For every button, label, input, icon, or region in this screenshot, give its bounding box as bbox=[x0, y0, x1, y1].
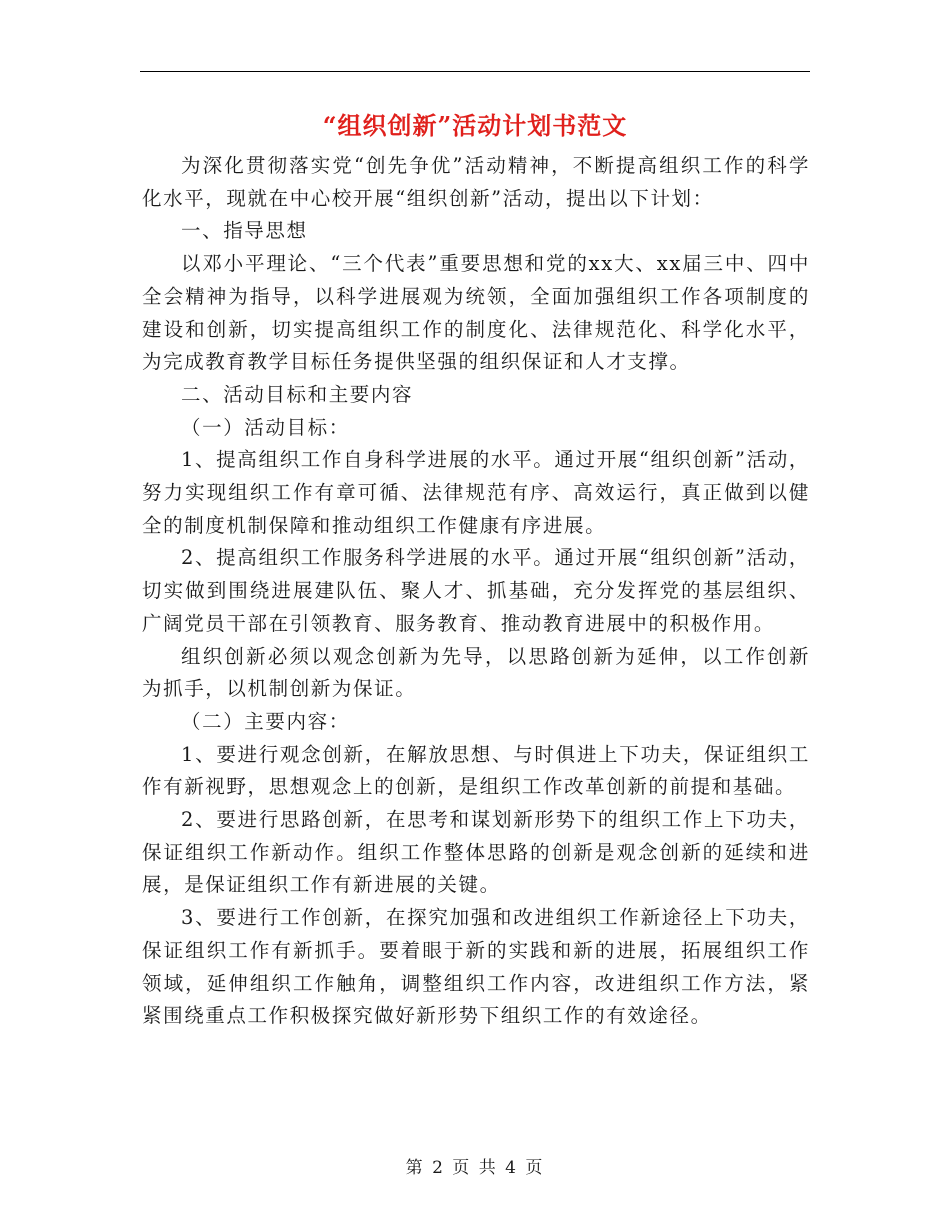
paragraph-intro: 为深化贯彻落实党“创先争优”活动精神，不断提高组织工作的科学化水平，现就在中心校开展“组织创新”活动，提出以下计划： bbox=[142, 154, 810, 210]
document-title: “组织创新”活动计划书范文 bbox=[322, 111, 628, 140]
paragraph-content-3: 3、要进行工作创新，在探究加强和改进组织工作新途径上下功夫，保证组织工作有新抓手。要着眼于新的实践和新的进展，拓展组织工作领域，延伸组织工作触角，调整组织工作内容，改进组织工作方法，紧紧围绕重点工作积极探究做好新形势下组织工作的有效途径。 bbox=[142, 906, 810, 1028]
section-heading-goals-content: 二、活动目标和主要内容 bbox=[181, 382, 414, 406]
header-rule bbox=[140, 71, 810, 72]
paragraph-guiding-thought: 以邓小平理论、“三个代表”重要思想和党的xx大、xx届三中、四中全会精神为指导，以科学进展观为统领，全面加强组织工作各项制度的建设和创新，切实提高组织工作的制度化、法律规范化、科学化水平，为完成教育教学目标任务提供坚强的组织保证和人才支撑。 bbox=[142, 252, 810, 374]
paragraph-content-2: 2、要进行思路创新，在思考和谋划新形势下的组织工作上下功夫，保证组织工作新动作。组织工作整体思路的创新是观念创新的延续和进展，是保证组织工作有新进展的关键。 bbox=[142, 808, 810, 897]
subheading-goals: （一）活动目标： bbox=[181, 415, 350, 439]
subheading-main-content: （二）主要内容： bbox=[181, 709, 350, 733]
document-body bbox=[142, 150, 810, 1033]
paragraph-content-1: 1、要进行观念创新，在解放思想、与时俱进上下功夫，保证组织工作有新视野，思想观念上的创新，是组织工作改革创新的前提和基础。 bbox=[142, 742, 810, 799]
page-number-footer: 第 2 页 共 4 页 bbox=[405, 1158, 545, 1178]
paragraph-goal-2: 2、提高组织工作服务科学进展的水平。通过开展“组织创新”活动，切实做到围绕进展建队伍、聚人才、抓基础，充分发挥党的基层组织、广阔党员干部在引领教育、服务教育、推动教育进展中的积极作用。 bbox=[142, 546, 810, 635]
paragraph-goal-1: 1、提高组织工作自身科学进展的水平。通过开展“组织创新”活动，努力实现组织工作有章可循、法律规范有序、高效运行，真正做到以健全的制度机制保障和推动组织工作健康有序进展。 bbox=[142, 448, 810, 537]
paragraph-innovation-summary: 组织创新必须以观念创新为先导，以思路创新为延伸，以工作创新为抓手，以机制创新为保证。 bbox=[142, 644, 810, 701]
section-heading-guiding-thought: 一、指导思想 bbox=[181, 219, 308, 243]
